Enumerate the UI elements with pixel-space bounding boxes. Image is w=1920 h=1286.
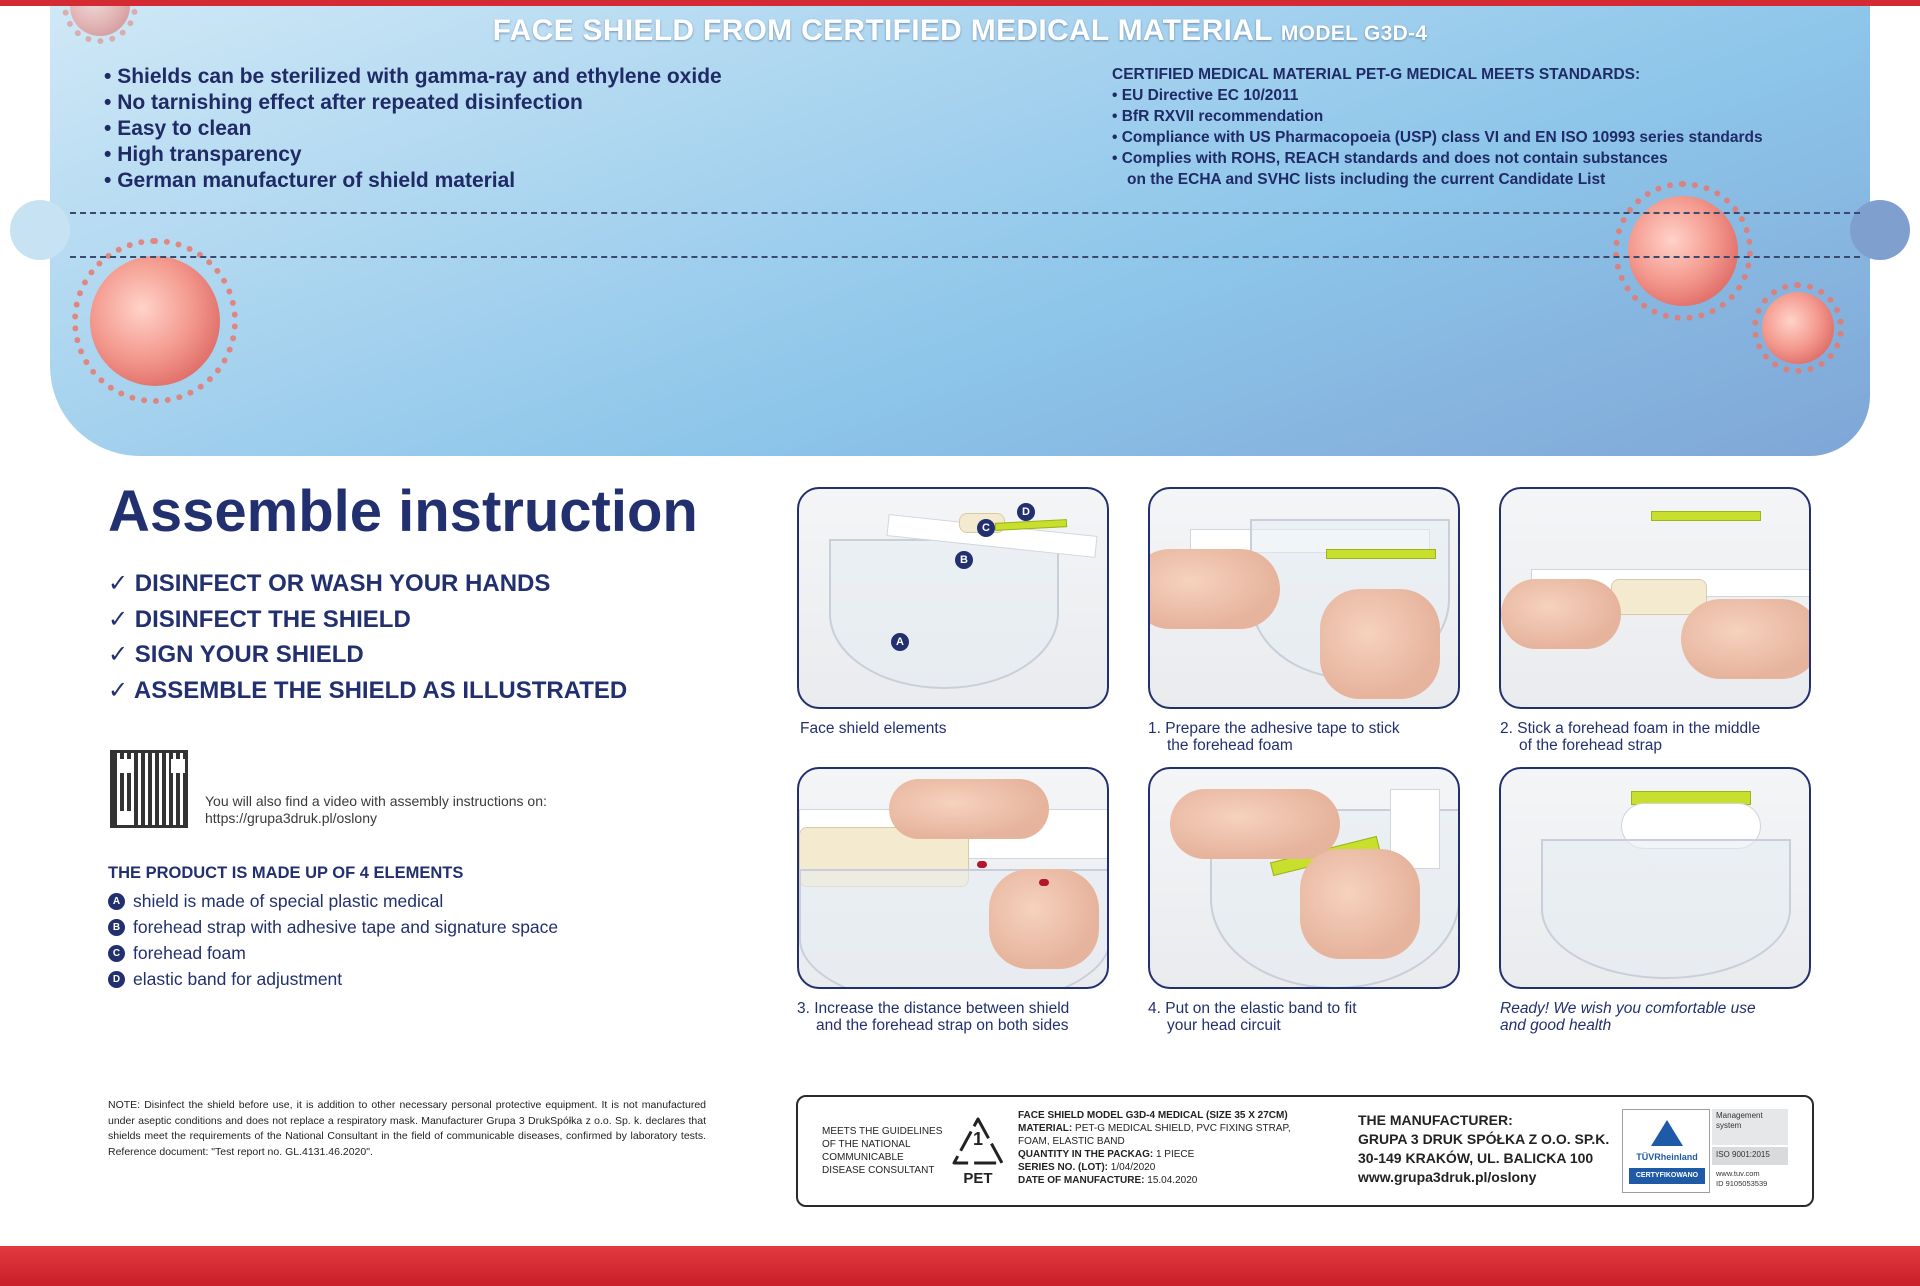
instructions-title: Assemble instruction [108, 479, 698, 544]
letter-badge: A [108, 893, 125, 910]
caption-line: the forehead foam [1167, 737, 1293, 754]
guidelines-line: DISEASE CONSULTANT [822, 1165, 935, 1176]
manufacturer-heading: THE MANUFACTURER: [1358, 1112, 1513, 1128]
standard-item: • Compliance with US Pharmacopoeia (USP) class VI and EN ISO 10993 series standards [1112, 127, 1763, 148]
tuv-www: www.tuv.com [1716, 1169, 1760, 1178]
caption-elements [800, 720, 946, 737]
hand-illustration [1300, 849, 1420, 959]
pin-a: A [891, 633, 909, 651]
checklist-item: ✓ DISINFECT OR WASH YOUR HANDS [108, 566, 627, 602]
tuv-triangle-icon [1651, 1120, 1683, 1146]
pin-c: C [977, 519, 995, 537]
caption-line: and the forehead strap on both sides [816, 1017, 1069, 1034]
feature-item: • Easy to clean [104, 116, 722, 142]
tuv-details [1712, 1109, 1788, 1193]
element-item [108, 966, 558, 992]
virus-illustration-left [90, 256, 220, 386]
guidelines-text [822, 1125, 942, 1177]
spec-value: 15.04.2020 [1147, 1175, 1198, 1186]
standards-block [1112, 64, 1763, 190]
letter-badge: D [108, 971, 125, 988]
pin-d: D [1017, 503, 1035, 521]
spec-value: PET-G MEDICAL SHIELD, PVC FIXING STRAP, [1075, 1123, 1291, 1134]
guidelines-line: COMMUNICABLE [822, 1152, 904, 1163]
caption-ready [1500, 1000, 1756, 1034]
cut-line-bottom [70, 256, 1860, 258]
manufacturer-block [1358, 1111, 1609, 1187]
recycle-icon [948, 1113, 1008, 1173]
tuv-certified: CERTYFIKOWANO [1629, 1168, 1705, 1184]
checklist-item: ✓ DISINFECT THE SHIELD [108, 602, 627, 638]
element-item [108, 940, 558, 966]
hand-illustration [1320, 589, 1440, 699]
video-info-text: You will also find a video with assembly instructions on: [205, 793, 547, 809]
cut-line-top [70, 212, 1860, 214]
hand-illustration [1170, 789, 1340, 859]
manufacturer-url[interactable]: www.grupa3druk.pl/oslony [1358, 1169, 1537, 1185]
element-item [108, 914, 558, 940]
nail-illustration [1039, 879, 1049, 886]
tuv-management: Management system [1712, 1109, 1788, 1145]
nail-illustration [977, 861, 987, 868]
feature-item: • Shields can be sterilized with gamma-ray and ethylene oxide [104, 64, 722, 90]
spec-value: 1/04/2020 [1110, 1162, 1156, 1173]
photo-step-4 [1148, 767, 1460, 989]
disclaimer-note: NOTE: Disinfect the shield before use, it is addition to other necessary personal protective equipment. It is not manufactured under aseptic conditions and does not replace a respiratory mask. Manufacturer Grupa 3 DrukSpółka z o.o. Sp. k. declares that shields meet the requirements of the National Consultant in the field of communicable diseases, confirmed by laboratory tests. Reference document: "Test report no. GL.4131.46.2020". [108, 1099, 706, 1158]
guidelines-line: MEETS THE GUIDELINES [822, 1126, 943, 1137]
tuv-id: ID 9105053539 [1716, 1179, 1768, 1188]
caption-line: 3. Increase the distance between shield [797, 1000, 1070, 1017]
element-item [108, 888, 558, 914]
checklist-item: ✓ ASSEMBLE THE SHIELD AS ILLUSTRATED [108, 673, 627, 709]
elastic-band-illustration [1651, 511, 1761, 521]
bottom-red-band [0, 1246, 1920, 1286]
feature-item: • No tarnishing effect after repeated disinfection [104, 90, 722, 116]
feature-item: • High transparency [104, 142, 722, 168]
letter-badge: C [108, 945, 125, 962]
caption-line: 4. Put on the elastic band to fit [1148, 1000, 1357, 1017]
caption-line: of the forehead strap [1519, 737, 1663, 754]
standard-item: • BfR RXVII recommendation [1112, 106, 1763, 127]
caption-step-4 [1148, 1000, 1357, 1034]
qr-code[interactable] [110, 750, 188, 828]
tuv-iso: ISO 9001:2015 [1712, 1147, 1788, 1165]
manufacturer-address: 30-149 KRAKÓW, UL. BALICKA 100 [1358, 1150, 1594, 1166]
feature-list [104, 64, 722, 194]
elements-list [108, 888, 558, 992]
standard-item: • EU Directive EC 10/2011 [1112, 85, 1763, 106]
checklist [108, 566, 627, 708]
caption-step-1 [1148, 720, 1400, 754]
recycle-label: PET [963, 1170, 993, 1187]
guidelines-line: OF THE NATIONAL [822, 1139, 911, 1150]
caption-line: and good health [1500, 1017, 1612, 1034]
element-text: forehead strap with adhesive tape and signature space [133, 917, 559, 937]
standards-heading: CERTIFIED MEDICAL MATERIAL PET-G MEDICAL MEETS STANDARDS: [1112, 66, 1641, 83]
photo-step-1 [1148, 487, 1460, 709]
spec-label: QUANTITY IN THE PACKAG: [1018, 1149, 1154, 1160]
manufacturer-name: GRUPA 3 DRUK SPÓŁKA Z O.O. SP.K. [1358, 1131, 1610, 1147]
hand-illustration [1148, 549, 1280, 629]
tuv-logo [1622, 1109, 1710, 1193]
feature-item: • German manufacturer of shield material [104, 168, 722, 194]
panel-tab-right [1850, 200, 1910, 260]
video-link[interactable]: https://grupa3druk.pl/oslony [205, 810, 377, 826]
page-title [0, 14, 1920, 48]
product-info-box [796, 1095, 1814, 1207]
title-text: FACE SHIELD FROM CERTIFIED MEDICAL MATERIAL [492, 14, 1273, 47]
spec-label: MATERIAL: [1018, 1123, 1073, 1134]
element-text: forehead foam [133, 943, 246, 963]
video-info [205, 793, 547, 827]
shield-illustration [1541, 839, 1791, 979]
caption-line: 1. Prepare the adhesive tape to stick [1148, 720, 1400, 737]
shield-illustration [829, 539, 1059, 689]
hand-illustration [1681, 599, 1811, 679]
spec-value: FOAM, ELASTIC BAND [1018, 1136, 1125, 1147]
element-text: elastic band for adjustment [133, 969, 343, 989]
virus-illustration-right-2 [1762, 292, 1834, 364]
recycle-number: 1 [972, 1129, 983, 1149]
caption-step-3 [797, 1000, 1069, 1034]
hand-illustration [1501, 579, 1621, 649]
spec-label: SERIES NO. (LOT): [1018, 1162, 1108, 1173]
photo-elements [797, 487, 1109, 709]
caption-line: Face shield elements [800, 720, 947, 737]
element-text: shield is made of special plastic medical [133, 891, 444, 911]
hand-illustration [889, 779, 1049, 839]
checklist-item: ✓ SIGN YOUR SHIELD [108, 637, 627, 673]
caption-line: Ready! We wish you comfortable use [1500, 1000, 1756, 1017]
photo-step-2 [1499, 487, 1811, 709]
caption-step-2 [1500, 720, 1760, 754]
spec-label: DATE OF MANUFACTURE: [1018, 1175, 1145, 1186]
tuv-name: TÜVRheinland [1636, 1152, 1698, 1162]
letter-badge: B [108, 919, 125, 936]
photo-step-3 [797, 767, 1109, 989]
standard-item-continuation: on the ECHA and SVHC lists including the current Candidate List [1127, 171, 1606, 188]
elastic-band-illustration [1326, 549, 1436, 559]
product-spec [1018, 1109, 1291, 1187]
caption-line: your head circuit [1167, 1017, 1281, 1034]
panel-tab-left [10, 200, 70, 260]
pin-b: B [955, 551, 973, 569]
model-text: MODEL G3D-4 [1280, 22, 1428, 45]
photo-ready [1499, 767, 1811, 989]
spec-value: 1 PIECE [1155, 1149, 1195, 1160]
spec-product: FACE SHIELD MODEL G3D-4 MEDICAL (SIZE 35 X 27CM) [1018, 1110, 1288, 1121]
standard-item: • Complies with ROHS, REACH standards and does not contain substances [1112, 148, 1763, 169]
elements-heading: THE PRODUCT IS MADE UP OF 4 ELEMENTS [108, 864, 464, 882]
caption-line: 2. Stick a forehead foam in the middle [1500, 720, 1761, 737]
